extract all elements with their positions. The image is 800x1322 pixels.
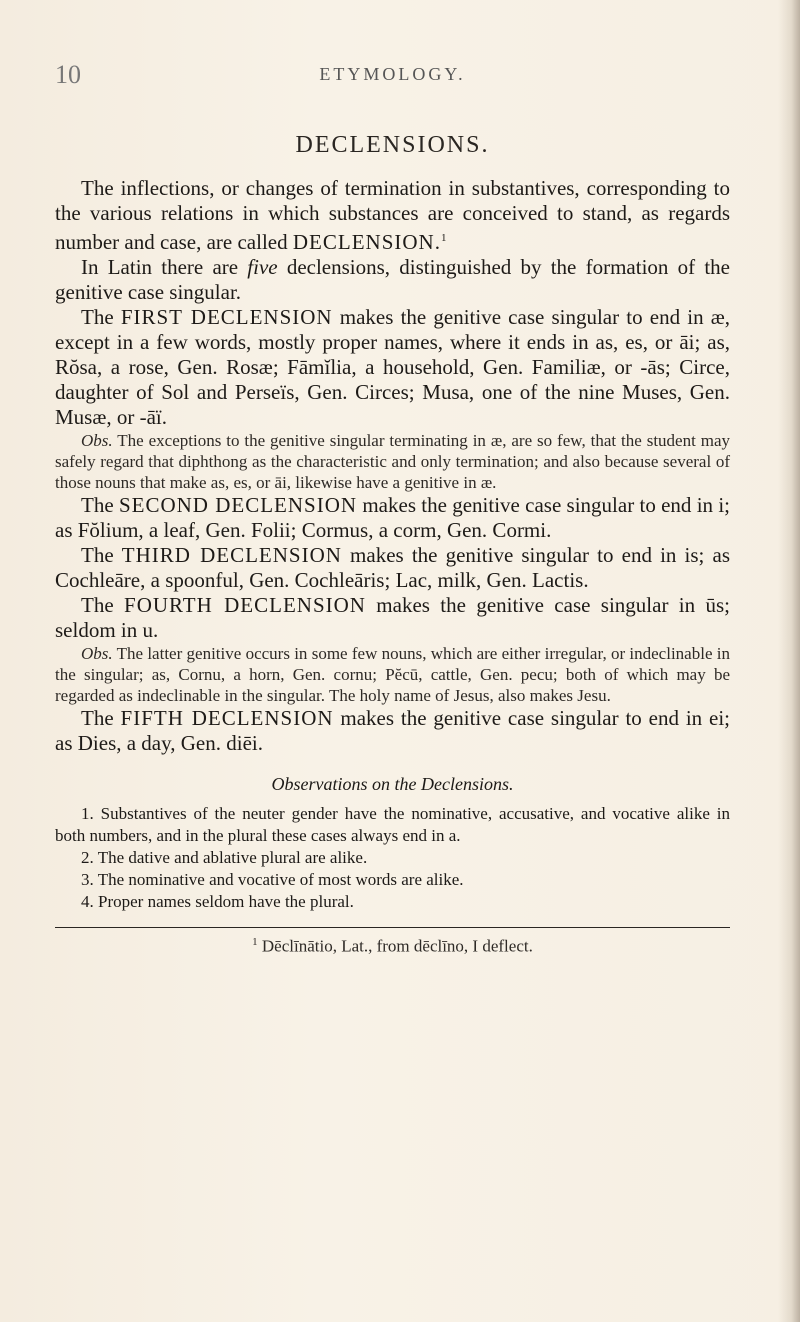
- declension-term: DECLENSION.: [292, 230, 441, 254]
- the-word: The: [81, 493, 114, 517]
- five-text-b: declensions, distinguished by the formation of the genitive case singular.: [55, 255, 730, 304]
- first-declension-label: FIRST DECLENSION: [120, 305, 333, 329]
- third-declension-label: THIRD DECLENSION: [121, 543, 342, 567]
- intro-text: The inflections, or changes of termination in substantives, corresponding to the various relations in which substances are conceived to stand, as regards number and case, are called: [55, 176, 730, 254]
- third-declension-text: makes the genitive singular to end in is; as Cochleāre, a spoonful, Gen. Cochleāris; Lac, milk, Gen. Lactis.: [55, 543, 731, 592]
- page-edge-shadow: [778, 0, 800, 1322]
- intro-paragraph: [55, 176, 730, 255]
- second-declension-text: makes the genitive case singular to end in i; as Fŏlium, a leaf, Gen. Folii; Cormus, a corm, Gen. Cormi.: [55, 493, 730, 542]
- fourth-declension-paragraph: [55, 593, 730, 643]
- first-declension-paragraph: [55, 305, 730, 430]
- footnote: [55, 936, 730, 957]
- five-declensions-paragraph: [55, 255, 730, 305]
- third-declension-paragraph: [55, 543, 730, 593]
- page-body: [55, 176, 730, 957]
- the-word: The: [81, 305, 114, 329]
- fifth-declension-text: makes the genitive case singular to end in ei; as Dies, a day, Gen. diēi.: [55, 706, 730, 755]
- list-item: 1. Substantives of the neuter gender have the nominative, accusative, and vocative alike in both numbers, and in the plural these cases always end in a.: [55, 804, 730, 845]
- footnote-mark: 1: [252, 936, 258, 948]
- obs-text: The exceptions to the genitive singular terminating in æ, are so few, that the student may safely regard that diphthong as the characteristic and only termination; and also because several of those nouns that make as, es, or āi, likewise have a genitive in æ.: [55, 431, 730, 492]
- obs-label: Obs.: [81, 431, 113, 450]
- five-text-a: In Latin there are: [81, 255, 248, 279]
- obs-label: Obs.: [81, 644, 113, 663]
- list-item: 4. Proper names seldom have the plural.: [81, 892, 354, 911]
- first-declension-text: makes the genitive case singular to end in æ, except in a few words, mostly proper names, where it ends in as, es, or āi; as, Rŏsa, a rose, Gen. Rosæ; Fāmĭlia, a household, Gen. Familiæ, or -ās; Circe, daughter of Sol and Perseïs, Gen. Circes; Musa, one of the nine Muses, Gen. Musæ, or -āï.: [55, 305, 730, 429]
- observations-heading: Observations on the Declensions.: [271, 774, 514, 794]
- footnote-text: Dēclīnātio, Lat., from dēclīno, I deflect.: [257, 936, 533, 956]
- obs-first-declension: [55, 430, 730, 493]
- second-declension-label: SECOND DECLENSION: [118, 493, 358, 517]
- fifth-declension-paragraph: [55, 706, 730, 756]
- observations-list: [55, 803, 730, 913]
- list-item: 2. The dative and ablative plural are alike.: [81, 848, 368, 867]
- the-word: The: [81, 706, 114, 730]
- the-word: The: [81, 593, 114, 617]
- list-item: 3. The nominative and vocative of most words are alike.: [81, 870, 464, 889]
- fourth-declension-label: FOURTH DECLENSION: [124, 593, 366, 617]
- obs-fourth-declension: [55, 643, 730, 706]
- page-number: 10: [55, 60, 81, 89]
- footnote-divider: [55, 927, 730, 928]
- second-declension-paragraph: [55, 493, 730, 543]
- running-title: ETYMOLOGY.: [319, 64, 466, 84]
- obs-text: The latter genitive occurs in some few nouns, which are either irregular, or indeclinable in the singular; as, Cornu, a horn, Gen. cornu; Pĕcū, cattle, Gen. pecu; both of which may be regarded as indeclinable in the singular. The holy name of Jesus, also makes Jesu.: [55, 644, 730, 705]
- fourth-declension-text: makes the genitive case singular in ūs; seldom in u.: [55, 593, 731, 642]
- five-word: five: [247, 255, 278, 279]
- page-title: DECLENSIONS.: [295, 132, 490, 158]
- running-head: [55, 60, 730, 90]
- footnote-marker: 1: [440, 232, 447, 244]
- fifth-declension-label: FIFTH DECLENSION: [120, 706, 334, 730]
- the-word: The: [81, 543, 114, 567]
